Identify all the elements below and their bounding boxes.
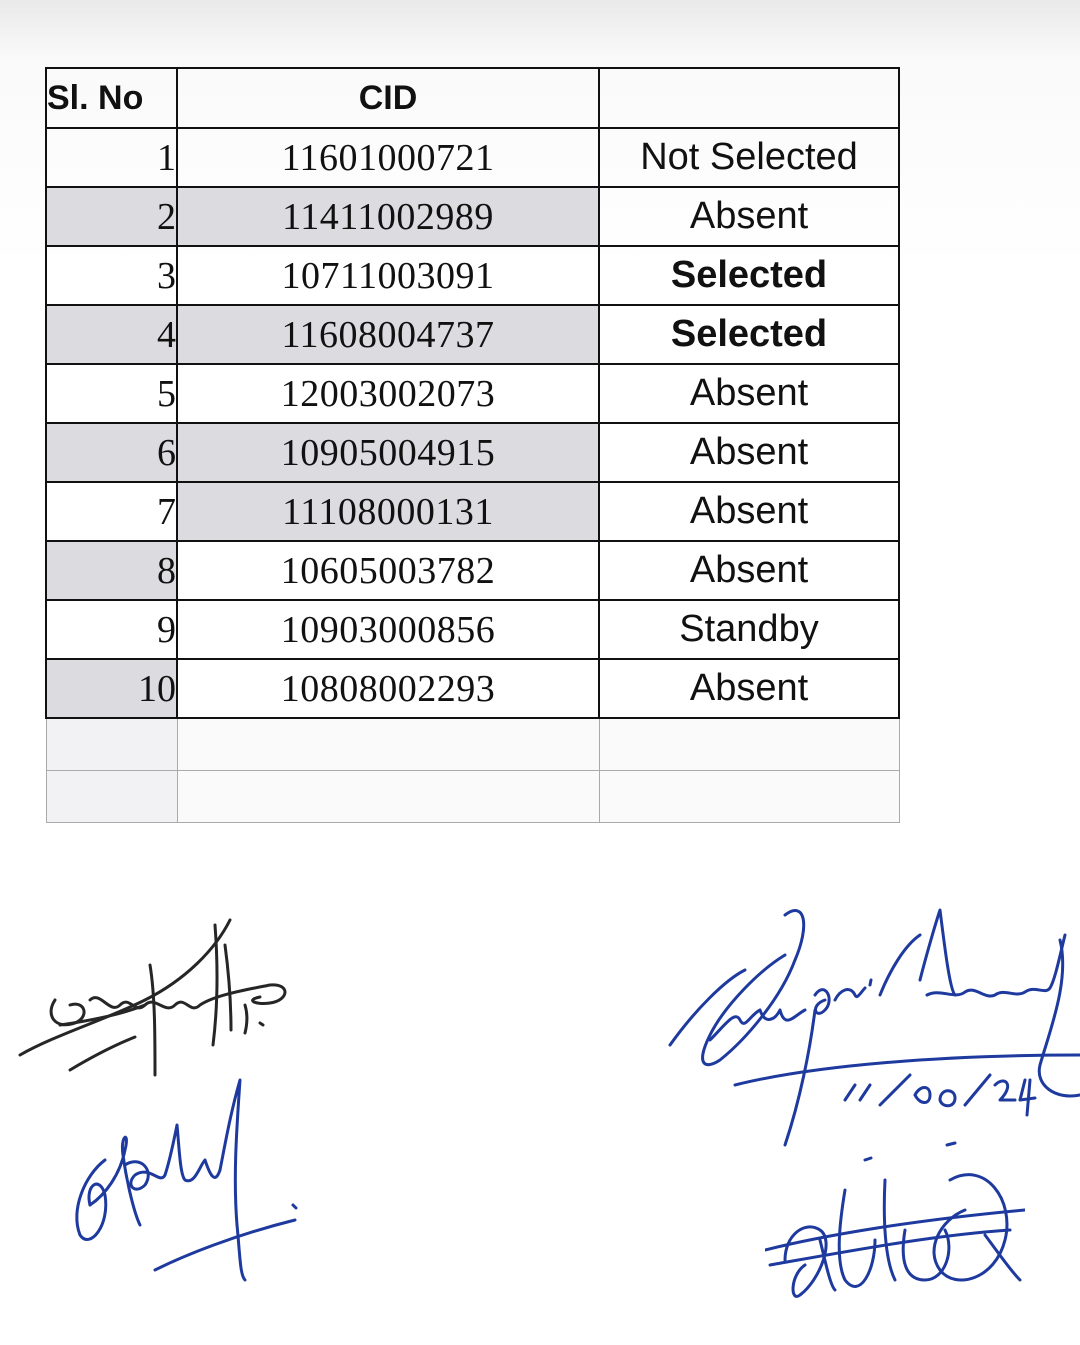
empty-cell xyxy=(177,718,599,770)
row-status: Absent xyxy=(599,187,899,246)
signature-bottom-left xyxy=(65,1075,315,1290)
row-sl-no: 5 xyxy=(46,364,177,423)
table-row xyxy=(46,128,899,187)
row-sl-no: 2 xyxy=(46,187,177,246)
table-row xyxy=(46,305,899,364)
row-status: Absent xyxy=(599,659,899,718)
empty-row xyxy=(46,770,899,822)
table-row xyxy=(46,600,899,659)
table-row xyxy=(46,423,899,482)
empty-cell xyxy=(177,770,599,822)
signature-top-left xyxy=(15,905,305,1090)
row-cid: 12003002073 xyxy=(177,364,599,423)
row-sl-no: 4 xyxy=(46,305,177,364)
table-row xyxy=(46,187,899,246)
signature-top-right xyxy=(665,900,1080,1160)
row-cid: 10905004915 xyxy=(177,423,599,482)
empty-cell xyxy=(599,718,899,770)
header-status xyxy=(599,68,899,128)
empty-row xyxy=(46,718,899,770)
row-cid: 11608004737 xyxy=(177,305,599,364)
row-cid: 10605003782 xyxy=(177,541,599,600)
row-sl-no: 9 xyxy=(46,600,177,659)
empty-cell xyxy=(46,770,177,822)
empty-cell xyxy=(46,718,177,770)
row-sl-no: 8 xyxy=(46,541,177,600)
header-cid: CID xyxy=(177,68,599,128)
table-row xyxy=(46,246,899,305)
table-row xyxy=(46,364,899,423)
table-row xyxy=(46,659,899,718)
row-status: Standby xyxy=(599,600,899,659)
table-row xyxy=(46,541,899,600)
row-cid: 10711003091 xyxy=(177,246,599,305)
row-status: Absent xyxy=(599,482,899,541)
row-cid: 11108000131 xyxy=(177,482,599,541)
row-sl-no: 6 xyxy=(46,423,177,482)
row-status: Selected xyxy=(599,246,899,305)
header-sl-no: Sl. No xyxy=(46,68,177,128)
row-cid: 11601000721 xyxy=(177,128,599,187)
scan-shadow xyxy=(0,0,1080,55)
row-cid: 11411002989 xyxy=(177,187,599,246)
row-cid: 10903000856 xyxy=(177,600,599,659)
row-sl-no: 1 xyxy=(46,128,177,187)
row-status: Absent xyxy=(599,423,899,482)
row-sl-no: 3 xyxy=(46,246,177,305)
results-table xyxy=(45,67,900,823)
row-sl-no: 7 xyxy=(46,482,177,541)
empty-cell xyxy=(599,770,899,822)
signature-bottom-right xyxy=(765,1140,1025,1310)
row-status: Absent xyxy=(599,364,899,423)
row-cid: 10808002293 xyxy=(177,659,599,718)
table-row xyxy=(46,482,899,541)
row-status: Absent xyxy=(599,541,899,600)
row-status: Not Selected xyxy=(599,128,899,187)
row-sl-no: 10 xyxy=(46,659,177,718)
table-header-row xyxy=(46,68,899,128)
row-status: Selected xyxy=(599,305,899,364)
